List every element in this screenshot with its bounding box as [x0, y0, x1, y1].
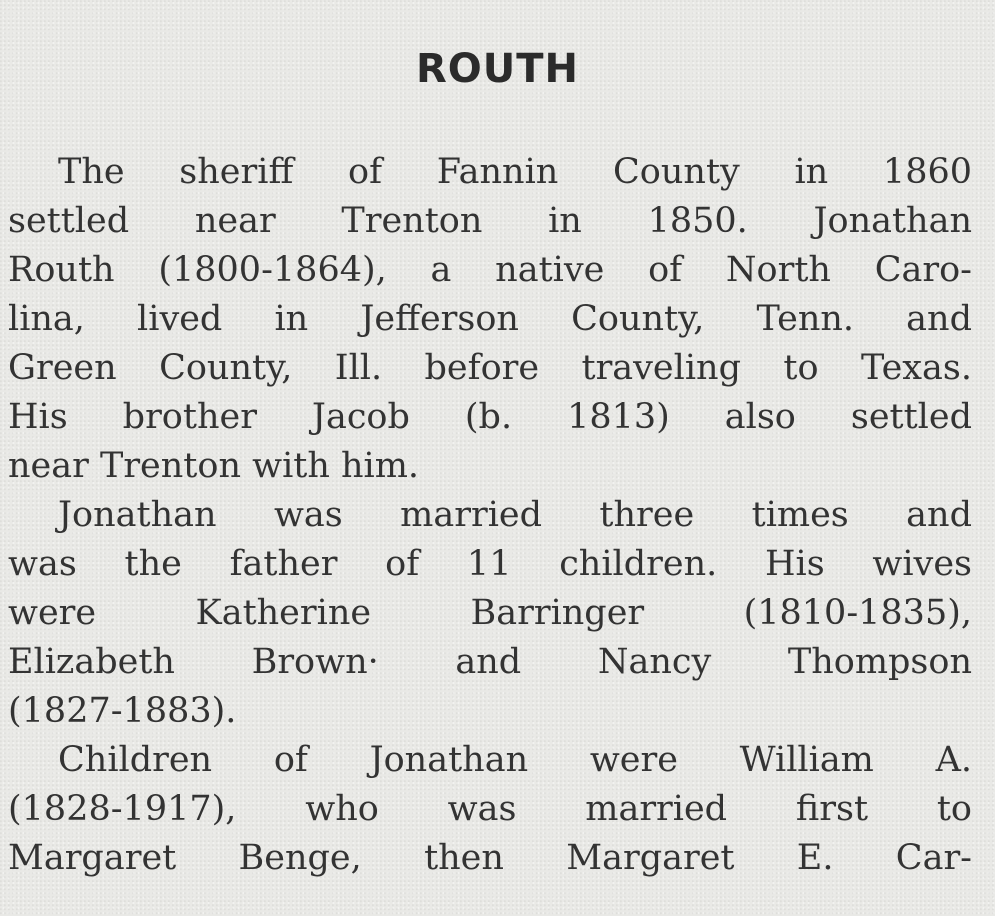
text-line: Children of Jonathan were William A. — [58, 740, 972, 780]
text-line: Jonathan was married three times and — [58, 495, 972, 535]
text-line: lina, lived in Jefferson County, Tenn. and — [8, 299, 972, 339]
text-line: near Trenton with him. — [8, 446, 420, 486]
text-line: The sheriff of Fannin County in 1860 — [58, 152, 972, 192]
text-line: His brother Jacob (b. 1813) also settled — [8, 397, 972, 437]
text-line: settled near Trenton in 1850. Jonathan — [8, 201, 972, 241]
text-line: Margaret Benge, then Margaret E. Car- — [8, 838, 972, 878]
text-line: was the father of 11 children. His wives — [8, 544, 972, 584]
text-line: were Katherine Barringer (1810-1835), — [8, 593, 972, 633]
text-line: Routh (1800-1864), a native of North Caro- — [8, 250, 972, 290]
text-line: (1827-1883). — [8, 691, 237, 731]
text-line: Green County, Ill. before traveling to Texas. — [8, 348, 972, 388]
text-line: Elizabeth Brown· and Nancy Thompson — [8, 642, 972, 682]
text-line: (1828-1917), who was married first to — [8, 789, 972, 829]
article-title: ROUTH — [415, 46, 580, 92]
